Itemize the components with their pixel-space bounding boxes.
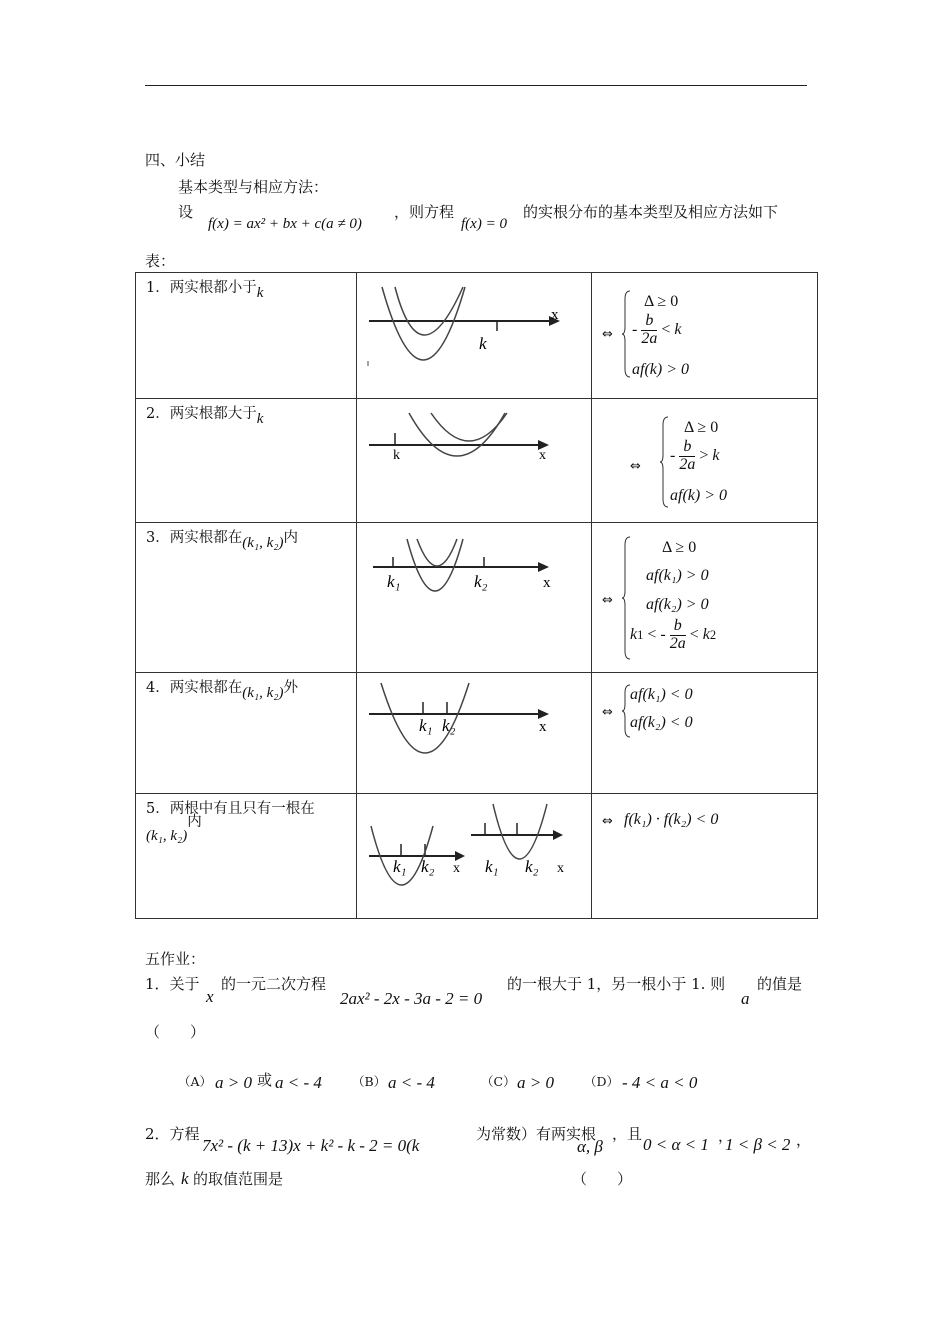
case-diagram-cell [357, 399, 592, 523]
k1-mark-label: k₁ [387, 572, 401, 591]
axis-label: x [543, 575, 551, 591]
k-mark-label: k [393, 448, 400, 463]
axis-label: x [453, 861, 460, 876]
intro-equation: f(x) = 0 [461, 216, 507, 232]
case-label-cell [136, 399, 357, 523]
case-diagram-cell [357, 673, 592, 794]
k2-mark-label: k₂ [525, 857, 539, 876]
case-label: 2．两实根都大于 [146, 406, 257, 422]
option-d: - 4 < a < 0 [622, 1073, 698, 1092]
option-d-label: （D） [584, 1074, 620, 1089]
case-condition-cell [592, 523, 818, 673]
option-a-label: （A） [178, 1074, 213, 1089]
axis-arrow [553, 830, 563, 840]
q1-suffix: 的一根大于 1，另一根小于 1. 则 [507, 975, 726, 993]
case-label-cell [136, 794, 357, 919]
option-b: a < - 4 [388, 1073, 435, 1092]
intro-tail: 表： [145, 252, 176, 270]
parabola-diagram [357, 523, 589, 671]
q1-end: 的值是 [757, 975, 803, 993]
header-rule [145, 85, 807, 86]
option-c-label: （C） [481, 1074, 516, 1089]
case-label-cell [136, 523, 357, 673]
k1-mark-label: k₁ [485, 857, 499, 876]
case-label-cell [136, 673, 357, 794]
parabola-upper [431, 413, 507, 441]
iff-icon: ⇔ [602, 327, 613, 342]
case-param: (k₁, k₂) [242, 535, 284, 551]
condition: f(k₁) · f(k₂) < 0 [624, 811, 719, 828]
q2-mid: ，且 [612, 1125, 643, 1143]
case-suffix: 内 [187, 813, 202, 830]
q1-equation: 2ax² - 2x - 3a - 2 = 0 [340, 989, 483, 1008]
k2-mark-label: k₂ [442, 716, 456, 735]
case-condition-cell [592, 273, 818, 399]
k2-mark-label: k₂ [421, 857, 435, 876]
q2-var: k [181, 1169, 189, 1188]
q2-end: ， [796, 1131, 812, 1149]
case-suffix: 外 [283, 680, 298, 696]
q2-roots: α, β [577, 1137, 603, 1156]
option-a: a > 0 [215, 1073, 252, 1092]
q2-note: 为常数）有两实根 [476, 1125, 597, 1143]
case-param: (k₁, k₂) [146, 827, 188, 844]
case-suffix: 内 [283, 530, 298, 546]
parabola-diagram [357, 673, 589, 792]
case-label: 4．两实根都在 [146, 680, 243, 696]
q1-middle: 的一元二次方程 [221, 975, 327, 993]
k1-mark-label: k₁ [393, 857, 407, 876]
case-condition-cell [592, 399, 818, 523]
case-label: 1．两实根都小于 [146, 280, 257, 296]
condition: Δ ≥ 0 [662, 539, 697, 556]
option-a2: a < - 4 [275, 1073, 322, 1092]
cases-table [135, 272, 818, 919]
axis-arrow [538, 562, 549, 572]
axis-arrow [455, 851, 465, 861]
condition: af(k₁) < 0 [630, 686, 693, 703]
parabola-upper [395, 287, 463, 335]
case-condition-cell [592, 794, 818, 919]
condition: Δ ≥ 0 [644, 293, 679, 310]
parabola-lower [382, 287, 465, 360]
condition: af(k₂) < 0 [630, 714, 693, 731]
k1-mark-label: k₁ [419, 716, 433, 735]
iff-icon: ⇔ [602, 814, 613, 829]
brace-icon [660, 415, 670, 509]
parabola-diagram [357, 794, 589, 917]
case-label: 3．两实根都在 [146, 530, 243, 546]
axis-label: x [557, 861, 564, 876]
case-label: 5．两根中有且只有一根在 [146, 801, 315, 817]
case-row [136, 399, 818, 523]
q2-prefix: 2．方程 [145, 1125, 200, 1143]
intro-prefix: 设 [178, 203, 194, 221]
condition: af(k) > 0 [632, 361, 689, 378]
axis-label: x [539, 719, 547, 735]
parabola-upper [417, 539, 457, 566]
option-b-label: （B） [352, 1074, 387, 1089]
axis-label: x [539, 448, 546, 463]
condition: af(k₁) > 0 [646, 567, 709, 584]
parabola-lower [409, 413, 505, 456]
intro-middle: ，则方程 [394, 203, 455, 221]
q1-var2: a [741, 989, 750, 1008]
condition: k1 < - $\frac{b}{2a}$ < k2 [630, 617, 717, 652]
case-diagram-cell [357, 523, 592, 673]
q2-sep: ， [718, 1127, 734, 1145]
iff-icon: ⇔ [602, 593, 613, 608]
parabola-diagram [357, 273, 589, 397]
case-row [136, 794, 818, 919]
case-row [136, 673, 818, 794]
condition: - $\frac{b}{2a}$ > k [670, 438, 720, 473]
condition: af(k₂) > 0 [646, 596, 709, 613]
case-diagram-cell [357, 794, 592, 919]
condition: - $\frac{b}{2a}$ < k [632, 312, 682, 347]
q1-var: x [206, 987, 214, 1006]
intro-function: f(x) = ax² + bx + c(a ≠ 0) [208, 216, 362, 232]
case-label-cell [136, 273, 357, 399]
option-a-or: 或 [257, 1071, 273, 1089]
q2-cond2: 1 < β < 2 [725, 1135, 791, 1154]
case-param: k [256, 285, 264, 301]
axis-arrow [538, 709, 549, 719]
q2-line2-suffix: 的取值范围是 [193, 1170, 284, 1188]
k-mark-label: k [479, 334, 487, 353]
condition: af(k) > 0 [670, 487, 727, 504]
parabola-diagram [357, 399, 589, 521]
iff-icon: ⇔ [630, 459, 641, 474]
case-row [136, 523, 818, 673]
intro-suffix: 的实根分布的基本类型及相应方法如下 [523, 203, 779, 221]
q2-equation: 7x² - (k + 13)x + k² - k - 2 = 0(k [202, 1136, 420, 1155]
case-param: k [256, 411, 264, 427]
brace-icon [622, 289, 632, 379]
q2-cond1: 0 < α < 1 [643, 1135, 709, 1154]
parabola [493, 804, 547, 859]
summary-subheading: 基本类型与相应方法： [178, 178, 329, 196]
q1-answer-blank: （ ） [145, 1023, 206, 1041]
case-row [136, 273, 818, 399]
q2-line2-prefix: 那么 [145, 1170, 176, 1188]
iff-icon: ⇔ [602, 705, 613, 720]
case-param: (k₁, k₂) [242, 685, 284, 701]
case-condition-cell [592, 673, 818, 794]
k2-mark-label: k₂ [474, 572, 488, 591]
condition: Δ ≥ 0 [684, 419, 719, 436]
q1-prefix: 1．关于 [145, 975, 200, 993]
case-diagram-cell [357, 273, 592, 399]
summary-heading: 四、小结 [145, 151, 206, 169]
axis-label: x [551, 307, 559, 323]
option-c: a > 0 [517, 1073, 554, 1092]
homework-heading: 五作业： [145, 950, 206, 968]
q2-answer-blank: （ ） [572, 1170, 633, 1188]
